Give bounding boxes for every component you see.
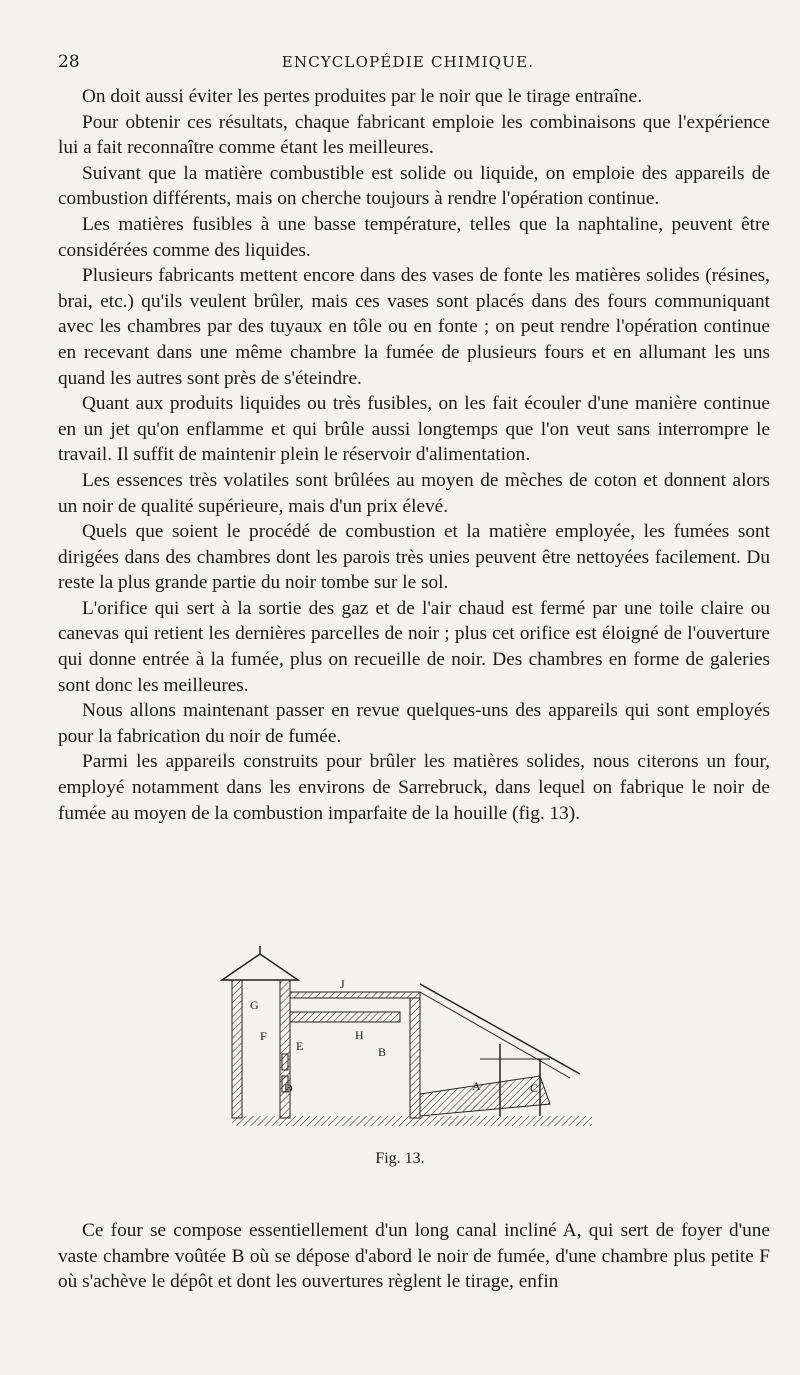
body-text-continued — [58, 1218, 770, 1295]
paragraph: Nous allons maintenant passer en revue quelques-uns des appareils qui sont employés pour la fabrication du noir de fumée. — [58, 700, 770, 747]
chimney-roof — [222, 954, 298, 980]
paragraph: On doit aussi éviter les pertes produites par le noir que le tirage entraîne. — [82, 86, 643, 107]
label-j: J — [340, 977, 345, 991]
running-title: ENCYCLOPÉDIE CHIMIQUE. — [281, 53, 535, 71]
paragraph: Plusieurs fabricants mettent encore dans des vases de fonte les matières solides (résines, brai, etc.) qu'ils veulent brûler, mais ces vases sont placés dans des fours communiquant avec les chambres par des tuyaux en tôle ou en fonte ; on peut rendre l'opération continue en recevant dans une même chambre la fumée de plusieurs fours et en allumant les uns quand les autres sont près de s'éteindre. — [58, 265, 770, 389]
paragraph: L'orifice qui sert à la sortie des gaz et de l'air chaud est fermé par une toile claire ou canevas qui retient les dernières parcelles de noir ; plus cet orifice est éloigné de l'ouverture qui donne entrée à la fumée, plus on recueille de noir. Des chambres en forme de galeries sont donc les meilleures. — [58, 597, 770, 696]
label-f: F — [260, 1029, 267, 1043]
page-number: 28 — [58, 52, 80, 72]
label-a: A — [472, 1079, 481, 1093]
chamber-wall — [410, 998, 420, 1118]
inner-wall — [280, 980, 290, 1118]
paragraph: Parmi les appareils construits pour brûler les matières solides, nous citerons un four, employé notamment dans les environs de Sarrebruck, dans lequel on fabrique le noir de fumée au moyen de la combustion imparfaite de la houille (fig. 13). — [58, 751, 770, 824]
label-e: E — [296, 1039, 304, 1053]
running-header — [58, 52, 758, 76]
label-b: B — [378, 1045, 387, 1059]
body-text — [58, 84, 770, 826]
paragraph: Suivant que la matière combustible est solide ou liquide, on emploie des appareils de combustion différents, mais on cherche toujours à rendre l'opération continue. — [58, 162, 770, 210]
label-c: C — [530, 1081, 539, 1095]
paragraph: Les matières fusibles à une basse température, telles que la naphtaline, peuvent être considérées comme des liquides. — [58, 213, 770, 261]
paragraph: Quant aux produits liquides ou très fusibles, on les fait écouler d'une manière continue en un jet qu'on enflamme et qui brûle aussi longtemps que l'on veut sans interrompre le travail. Il suffit de maintenir plein le réservoir d'alimentation. — [58, 393, 770, 466]
furnace-diagram — [220, 944, 600, 1136]
paragraph: Quels que soient le procédé de combustion et la matière employée, les fumées sont dirigées dans des chambres dont les parois très unies peuvent être nettoyées facilement. Du reste la plus grande partie du noir tombe sur le sol. — [58, 521, 770, 594]
label-g: G — [250, 998, 259, 1012]
paragraph: Les essences très volatiles sont brûlées au moyen de mèches de coton et donnent alors un noir de qualité supérieure, mais d'un prix élevé. — [58, 469, 770, 517]
figure-caption: Fig. 13. — [375, 1150, 425, 1167]
paragraph: Ce four se compose essentiellement d'un long canal incliné A, qui sert de foyer d'une vaste chambre voûtée B où se dépose d'abord le noir de fumée, d'une chambre plus petite F où s'achève le dépôt et dont les ouvertures règlent le tirage, enfin — [58, 1220, 770, 1293]
label-h: H — [355, 1028, 364, 1042]
left-wall — [232, 980, 242, 1118]
label-d: D — [284, 1081, 293, 1095]
furnace-figure — [220, 944, 600, 1136]
paragraph: Pour obtenir ces résultats, chaque fabricant emploie les combinaisons que l'expérience lui a fait reconnaître comme étant les meilleures. — [58, 111, 770, 159]
